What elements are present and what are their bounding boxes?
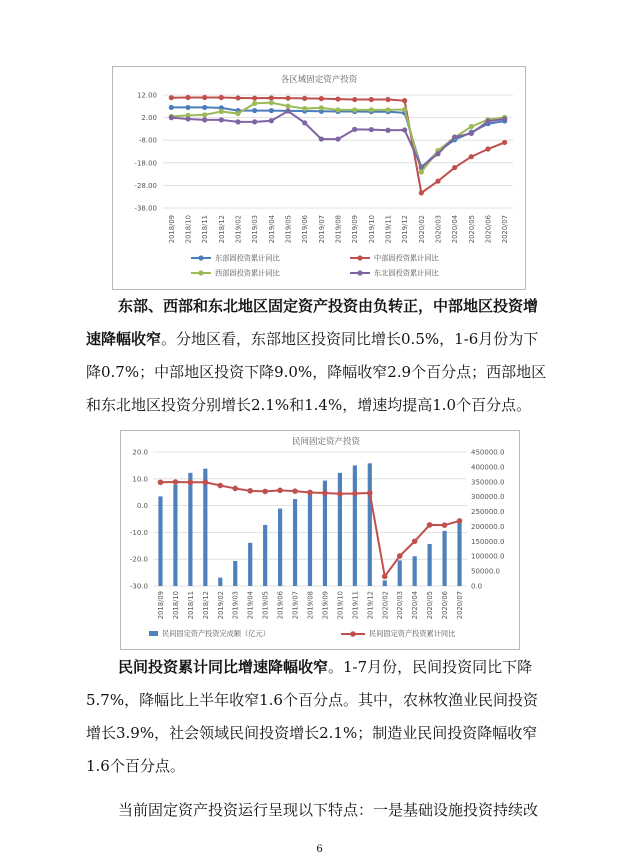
chart2-growth-point <box>158 479 164 485</box>
chart1-title: 各区域固定资产投资 <box>280 75 358 85</box>
chart2-growth-point <box>442 522 448 528</box>
chart2-x-tick: 2018/11 <box>186 591 195 620</box>
chart2-x-tick: 2019/02 <box>216 591 225 620</box>
chart1-point <box>502 116 507 121</box>
chart2-x-tick: 2019/03 <box>231 591 240 620</box>
chart1-point <box>435 151 440 156</box>
chart2-bar <box>173 485 177 586</box>
chart2-right-tick: 0.0 <box>471 582 483 591</box>
p2-line4: 1.6个百分点。 <box>86 757 185 775</box>
chart1-point <box>419 190 424 195</box>
paragraph-regional <box>86 290 556 422</box>
chart2-right-tick: 200000.0 <box>471 522 505 531</box>
chart2-x-tick: 2018/10 <box>171 591 180 620</box>
chart1-point <box>502 140 507 145</box>
chart2-x-tick: 2019/09 <box>321 591 330 620</box>
chart1-x-tick: 2020/03 <box>434 215 443 244</box>
chart1-point <box>352 97 357 102</box>
chart2-bar <box>233 561 237 586</box>
chart1-legend-marker <box>198 255 203 260</box>
chart1-x-tick: 2019/07 <box>317 215 326 244</box>
chart2-x-tick: 2019/07 <box>291 591 300 620</box>
chart2-right-tick: 300000.0 <box>471 493 505 502</box>
chart1-point <box>219 95 224 100</box>
chart2-x-tick: 2019/06 <box>276 591 285 620</box>
chart2-bar <box>383 580 387 586</box>
chart2-right-tick: 350000.0 <box>471 478 505 487</box>
chart1-point <box>169 105 174 110</box>
chart2-x-tick: 2020/05 <box>426 591 435 620</box>
chart1-point <box>235 95 240 100</box>
chart2-right-tick: 250000.0 <box>471 508 505 517</box>
chart2-bar <box>323 481 327 586</box>
chart1-x-tick: 2019/09 <box>351 215 360 244</box>
chart2-left-tick: 20.0 <box>132 448 148 457</box>
chart1-x-tick: 2020/05 <box>467 215 476 244</box>
chart2-x-tick: 2018/09 <box>156 591 165 620</box>
chart1-point <box>485 119 490 124</box>
chart1-y-tick: -28.00 <box>134 181 157 190</box>
chart1-legend-label: 东北固投资累计同比 <box>374 268 439 278</box>
chart2-left-tick: -20.0 <box>129 555 148 564</box>
chart1-point <box>385 128 390 133</box>
chart2-bar <box>158 496 162 586</box>
chart1-legend-marker <box>357 270 362 275</box>
chart1-point <box>285 96 290 101</box>
chart1-point <box>352 107 357 112</box>
chart1-point <box>402 98 407 103</box>
chart1-point <box>185 116 190 121</box>
chart1-point <box>252 96 257 101</box>
chart1-legend-marker <box>198 270 203 275</box>
chart2-right-tick: 50000.0 <box>471 567 500 576</box>
chart1-y-tick: -8.00 <box>138 136 157 145</box>
chart1-point <box>285 108 290 113</box>
chart1-point <box>302 106 307 111</box>
chart2-legend-bar-swatch <box>149 631 158 636</box>
chart1-point <box>369 97 374 102</box>
chart1-point <box>252 108 257 113</box>
chart1-x-tick: 2018/12 <box>217 215 226 244</box>
chart1-point <box>335 136 340 141</box>
chart2-bar <box>308 490 312 586</box>
chart2-bar <box>353 465 357 586</box>
chart1-point <box>269 108 274 113</box>
chart1-legend-label: 西部固投资累计同比 <box>215 268 280 278</box>
chart1-x-tick: 2019/02 <box>234 215 243 244</box>
chart1-point <box>369 127 374 132</box>
paragraph-features <box>86 794 556 827</box>
chart1-point <box>269 95 274 100</box>
chart1-point <box>202 117 207 122</box>
chart2-x-tick: 2019/10 <box>336 591 345 620</box>
chart1-point <box>302 96 307 101</box>
chart1-y-tick: 12.00 <box>136 91 157 100</box>
chart2-bar <box>248 543 252 586</box>
chart2-growth-point <box>337 491 343 497</box>
p1-line4: 和东北地区投资分别增长2.1%和1.4%，增速均提高1.0个百分点。 <box>86 396 532 414</box>
chart1-point <box>269 118 274 123</box>
chart2-bar <box>442 531 446 586</box>
chart2-bar <box>338 473 342 586</box>
chart1-x-tick: 2019/04 <box>267 215 276 244</box>
chart1-point <box>202 105 207 110</box>
chart1-x-tick: 2018/09 <box>167 215 176 244</box>
p2-bold: 民间投资累计同比增速降幅收窄 <box>118 658 329 676</box>
chart1-point <box>369 107 374 112</box>
chart1-point <box>219 117 224 122</box>
chart1-x-tick: 2019/10 <box>367 215 376 244</box>
chart1-legend-marker <box>357 255 362 260</box>
chart2-bar <box>368 463 372 586</box>
chart2-x-tick: 2019/04 <box>246 591 255 620</box>
chart1-point <box>402 127 407 132</box>
chart1-x-tick: 2019/11 <box>384 215 393 244</box>
chart2-title: 民间固定资产投资 <box>291 437 361 447</box>
chart1-point <box>235 119 240 124</box>
chart1-point <box>202 112 207 117</box>
chart1-point <box>319 105 324 110</box>
p1-bold-line2: 速降幅收窄 <box>86 330 162 348</box>
chart2-x-tick: 2019/12 <box>366 591 375 620</box>
chart2-growth-point <box>262 489 268 495</box>
chart1-point <box>452 134 457 139</box>
chart1-point <box>435 179 440 184</box>
chart2-x-tick: 2020/04 <box>411 591 420 620</box>
chart1-point <box>219 109 224 114</box>
chart1-y-tick: -18.00 <box>134 159 157 168</box>
chart2-growth-point <box>277 488 283 494</box>
chart1-point <box>469 124 474 129</box>
chart1-y-tick: 2.00 <box>141 114 157 123</box>
chart2-bar <box>428 544 432 586</box>
chart2-bar <box>457 519 461 586</box>
chart1-x-tick: 2019/08 <box>334 215 343 244</box>
chart1-point <box>252 101 257 106</box>
p2-line2: 5.7%，降幅比上半年收窄1.6个百分点。其中，农林牧渔业民间投资 <box>86 691 538 709</box>
chart2-growth-point <box>232 486 238 492</box>
private-investment-chart <box>120 430 520 650</box>
chart2-x-tick: 2019/11 <box>351 591 360 620</box>
chart1-point <box>469 154 474 159</box>
chart1-point <box>319 96 324 101</box>
chart1-x-tick: 2019/12 <box>401 215 410 244</box>
chart1-x-tick: 2019/06 <box>301 215 310 244</box>
chart2-growth-point <box>292 488 298 494</box>
p1-bold-line1: 东部、西部和东北地区固定资产投资由负转正，中部地区投资增 <box>118 297 539 315</box>
chart2-right-tick: 450000.0 <box>471 448 505 457</box>
chart1-point <box>419 169 424 174</box>
chart1-x-tick: 2020/07 <box>501 215 510 244</box>
chart1-x-tick: 2020/02 <box>417 215 426 244</box>
chart2-right-tick: 400000.0 <box>471 463 505 472</box>
chart2-legend-marker <box>350 631 356 637</box>
chart2-left-tick: -30.0 <box>129 582 148 591</box>
paragraph-private <box>86 651 556 783</box>
chart1-point <box>185 95 190 100</box>
chart2-right-tick: 150000.0 <box>471 537 505 546</box>
chart1-point <box>235 111 240 116</box>
chart1-point <box>385 107 390 112</box>
p1-line2-rest: 。分地区看，东部地区投资同比增长0.5%，1-6月份为下 <box>161 330 539 348</box>
chart1-y-tick: -38.00 <box>134 204 157 213</box>
chart2-bar <box>413 556 417 586</box>
chart2-growth-point <box>352 491 358 497</box>
chart2-x-tick: 2020/02 <box>381 591 390 620</box>
chart2-growth-point <box>307 490 313 496</box>
chart2-bar <box>188 473 192 586</box>
chart2-legend-bar-label: 民间固定资产投资完成额（亿元） <box>162 629 270 638</box>
chart2-growth-point <box>397 553 403 559</box>
page-number: 6 <box>316 844 323 855</box>
chart2-bar <box>398 560 402 586</box>
regional-investment-chart-svg <box>113 67 525 289</box>
chart1-point <box>469 131 474 136</box>
chart2-bar <box>263 525 267 586</box>
chart2-left-tick: 0.0 <box>136 502 148 511</box>
chart2-x-tick: 2020/07 <box>456 591 465 620</box>
chart1-x-tick: 2020/06 <box>484 215 493 244</box>
chart2-left-tick: 10.0 <box>132 475 148 484</box>
chart1-point <box>252 119 257 124</box>
chart1-point <box>269 100 274 105</box>
chart1-legend-label: 中部固投资累计同比 <box>374 253 439 263</box>
chart2-x-tick: 2018/12 <box>201 591 210 620</box>
chart1-point <box>169 115 174 120</box>
chart1-point <box>335 107 340 112</box>
chart1-point <box>319 136 324 141</box>
p3-line1: 当前固定资产投资运行呈现以下特点：一是基础设施投资持续改 <box>118 801 539 819</box>
chart1-point <box>285 103 290 108</box>
chart2-growth-point <box>382 574 388 580</box>
chart2-right-tick: 100000.0 <box>471 552 505 561</box>
chart2-growth-point <box>367 490 373 496</box>
chart2-bar <box>278 509 282 586</box>
chart1-legend-label: 东部固投资累计同比 <box>215 253 280 263</box>
chart2-growth-point <box>322 490 328 496</box>
chart1-point <box>335 96 340 101</box>
private-investment-chart-svg <box>121 431 519 649</box>
chart1-point <box>202 95 207 100</box>
chart2-bar <box>203 469 207 586</box>
chart2-growth-point <box>247 488 253 494</box>
chart2-x-tick: 2019/05 <box>261 591 270 620</box>
chart1-point <box>169 95 174 100</box>
chart2-growth-point <box>427 522 433 528</box>
chart1-point <box>302 120 307 125</box>
chart2-growth-point <box>457 518 463 524</box>
chart2-left-tick: -10.0 <box>129 528 148 537</box>
chart2-x-tick: 2019/08 <box>306 591 315 620</box>
chart1-x-tick: 2020/04 <box>451 215 460 244</box>
chart1-x-tick: 2018/10 <box>184 215 193 244</box>
chart2-bar <box>293 499 297 586</box>
chart2-growth-point <box>188 479 194 485</box>
chart2-growth-point <box>412 538 418 544</box>
chart2-x-tick: 2020/06 <box>441 591 450 620</box>
chart1-point <box>185 105 190 110</box>
chart1-point <box>452 165 457 170</box>
chart1-point <box>352 127 357 132</box>
chart1-point <box>385 97 390 102</box>
chart1-x-tick: 2019/05 <box>284 215 293 244</box>
chart1-x-tick: 2019/03 <box>251 215 260 244</box>
chart1-point <box>419 164 424 169</box>
regional-investment-chart <box>112 66 526 290</box>
chart2-bar <box>218 578 222 586</box>
chart2-growth-point <box>203 479 209 485</box>
p2-line1-rest: 。1-7月份，民间投资同比下降 <box>328 658 533 676</box>
chart1-point <box>485 146 490 151</box>
chart1-point <box>402 107 407 112</box>
p2-line3: 增长3.9%，社会领域民间投资增长2.1%；制造业民间投资降幅收窄 <box>86 724 538 742</box>
chart2-growth-point <box>217 483 223 489</box>
chart2-growth-point <box>173 479 179 485</box>
chart2-x-tick: 2020/03 <box>396 591 405 620</box>
chart1-x-tick: 2018/11 <box>201 215 210 244</box>
p1-line3: 降0.7%；中部地区投资下降9.0%，降幅收窄2.9个百分点；西部地区 <box>86 363 547 381</box>
chart2-legend-line-label: 民间固定资产投资累计同比 <box>369 629 456 638</box>
